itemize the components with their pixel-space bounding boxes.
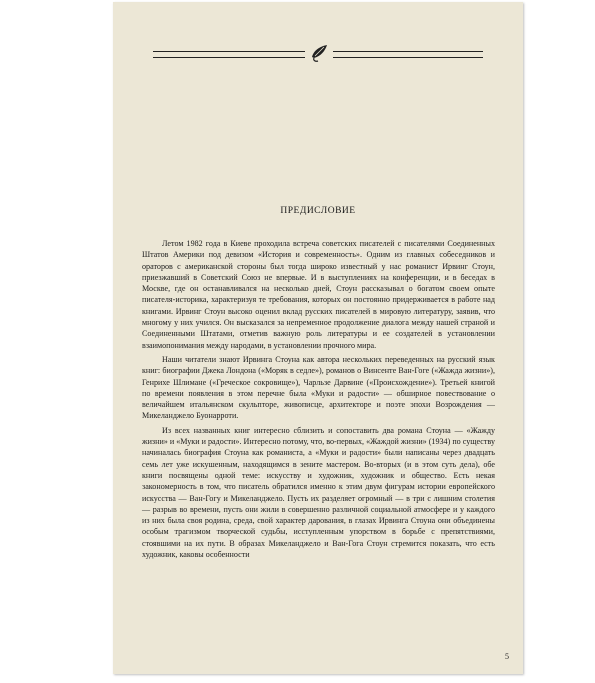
- leaf-ornament-icon: [308, 43, 330, 63]
- paragraph: Летом 1982 года в Киеве проходила встреча советских писателей с писателями Соединенных Штатов Америки под девизом «История и современность». Одним из главных собеседников и ораторов с американской стороны был тогда широко известный у нас романист Ирвинг Стоун, приезжавший в Советский Союз не впервые. И в выступлениях на конференции, и в беседах в Москве, где он останавливался на несколько дней, Стоун рассказывал о богатом своем опыте писателя-историка, характеризуя те требования, которых он постоянно придерживается в работе над книгами. Ирвинг Стоун высоко оценил вклад русских писателей в мировую литературу, заявив, что многому у них учился. Он высказался за непременное продолжение диалога между нашей страной и Соединенными Штатами, отметив важную роль литературы и ее создателей в установлении взаимопонимания между народами, в установлении прочного мира.: [142, 239, 495, 350]
- page-number: 5: [505, 652, 509, 661]
- paragraph: Из всех названных книг интересно сблизить и сопоставить два романа Стоуна — «Жажду жизни» и «Муки и радости». Интересно потому, что, во-первых, «Жаждой жизни» (1934) по существу начиналась биография Стоуна как романиста, а «Муки и радости» были написаны через двадцать семь лет уже искушенным, находящимся в зените мастером. Во-вторых (и в этом суть дела), обе книги посвящены одной теме: искусству и художник, художник и общество. Есть некая закономерность в том, что писатель обратился именно к этим двум фигурам истории европейского искусства — Ван-Гогу и Микеланджело. Пусть их разделяет огромный — в три с лишним столетия — разрыв во времени, пусть они жили в совершенно различной социальной атмосфере и у каждого из них была своя родина, среда, свой характер дарования, в глазах Ирвинга Стоуна они объединены особым трагизмом творческой судьбы, исступленным упорством в борьбе с препятствиями, стоявшими на их пути. В образах Микеланджело и Ван-Гога Стоун стремится показать, что есть художник, каковы особенности: [142, 425, 496, 560]
- ornament-rule-right: [333, 51, 483, 58]
- body-text: [142, 238, 495, 563]
- ornament-rule-left: [153, 51, 305, 58]
- page-title: ПРЕДИСЛОВИЕ: [280, 206, 356, 216]
- header-ornament: [153, 47, 483, 67]
- paragraph: Наши читатели знают Ирвинга Стоуна как автора нескольких переведенных на русский язык книг: биографии Джека Лондона («Моряк в седле»), романов о Винсенте Ван-Гоге («Жажда жизни»), Генрихе Шлимане («Греческое сокровище»), Чарльзе Дарвине («Происхождение»). Третьей книгой по времени появления в этом перечне была «Муки и радости» — обширное повествование о величайшем итальянском скульпторе, живописце, архитекторе и поэте эпохи Возрождения — Микеланджело Буонарроти.: [142, 354, 495, 421]
- book-page: [113, 2, 523, 674]
